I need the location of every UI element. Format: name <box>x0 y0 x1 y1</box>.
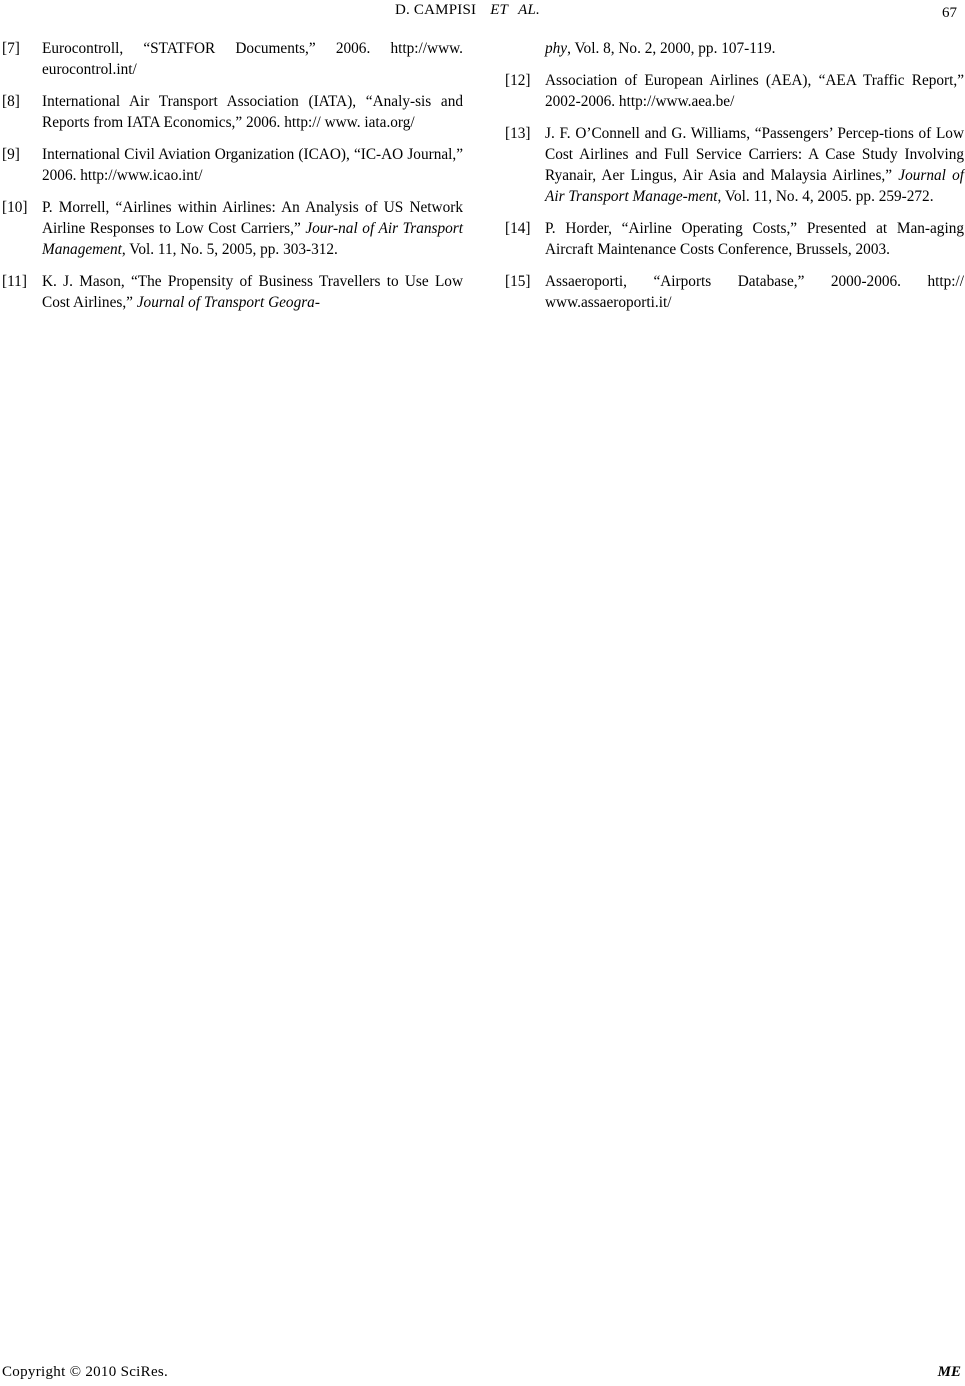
reference-body <box>42 144 463 186</box>
running-head <box>395 0 540 20</box>
reference-text: J. F. O’Connell and G. Williams, “Passengers’ Percep-tions of Low Cost Airlines and Full Service Carriers: A Case Study Involving Ryanair, Aer Lingus, Air Asia and Malaysia Airlines,” <box>545 125 964 184</box>
reference-body <box>545 123 964 207</box>
reference-body <box>545 218 964 260</box>
reference-item <box>505 218 964 260</box>
reference-number: [12] <box>505 72 531 89</box>
reference-text: , Vol. 11, No. 5, 2005, pp. 303-312. <box>121 241 338 258</box>
reference-body <box>42 38 463 80</box>
reference-text: International Air Transport Association (IATA), “Analy-sis and Reports from IATA Economics,” 2006. http:// www. iata.org/ <box>42 93 463 131</box>
reference-number: [11] <box>2 273 27 290</box>
reference-body <box>545 70 964 112</box>
author-name: D. CAMPISI <box>395 2 477 18</box>
reference-number: [13] <box>505 125 531 142</box>
reference-number: [14] <box>505 220 531 237</box>
reference-item <box>505 271 964 313</box>
reference-body <box>42 271 463 313</box>
references-left-column <box>2 38 463 324</box>
page-number: 67 <box>942 5 957 21</box>
reference-body <box>42 91 463 133</box>
reference-item <box>2 144 463 186</box>
reference-item <box>505 123 964 207</box>
reference-number: [8] <box>2 93 20 110</box>
references-right-column <box>505 38 964 324</box>
reference-text: K. J. Mason, “The Propensity of Business Travellers to Use Low Cost Airlines,” <box>42 273 463 311</box>
reference-number: [15] <box>505 273 531 290</box>
reference-item <box>2 38 463 80</box>
reference-continuation <box>505 38 964 59</box>
reference-text: P. Horder, “Airline Operating Costs,” Presented at Man-aging Aircraft Maintenance Costs Conference, Brussels, 2003. <box>545 220 964 258</box>
copyright-notice: Copyright © 2010 SciRes. <box>2 1364 169 1380</box>
page-footer <box>0 1362 965 1384</box>
reference-text: Eurocontroll, “STATFOR Documents,” 2006. http://www. eurocontrol.int/ <box>42 40 463 78</box>
reference-item <box>2 197 463 260</box>
references-right-list <box>505 70 964 313</box>
et-al-al: AL. <box>518 2 540 18</box>
reference-number: [9] <box>2 146 20 163</box>
journal-abbreviation: ME <box>937 1364 961 1380</box>
reference-italic-text: Jour-nal of Air Transport Management <box>42 220 464 258</box>
reference-text: Assaeroporti, “Airports Database,” 2000-2006. http:// www.assaeroporti.it/ <box>545 273 964 311</box>
reference-item <box>505 70 964 112</box>
reference-text: International Civil Aviation Organization (ICAO), “IC-AO Journal,” 2006. http://www.icao.int/ <box>42 146 463 184</box>
reference-italic-text: Journal of Air Transport Manage-ment <box>545 167 965 205</box>
reference-text: P. Morrell, “Airlines within Airlines: An Analysis of US Network Airline Responses to Low Cost Carriers,” <box>42 199 463 237</box>
reference-body <box>42 197 463 260</box>
reference-text: , Vol. 8, No. 2, 2000, pp. 107-119. <box>567 40 776 57</box>
reference-text: Association of European Airlines (AEA), “AEA Traffic Report,” 2002-2006. http://www.aea.be/ <box>545 72 964 110</box>
reference-item <box>2 91 463 133</box>
reference-number: [10] <box>2 199 28 216</box>
reference-text: , Vol. 11, No. 4, 2005. pp. 259-272. <box>717 188 934 205</box>
et-al-et: ET <box>490 2 509 18</box>
reference-number: [7] <box>2 40 20 57</box>
reference-item <box>2 271 463 313</box>
reference-italic-text: Journal of Transport Geogra- <box>136 294 320 311</box>
reference-italic-text: phy <box>545 40 568 57</box>
reference-body <box>545 271 964 313</box>
page-header <box>0 0 965 24</box>
